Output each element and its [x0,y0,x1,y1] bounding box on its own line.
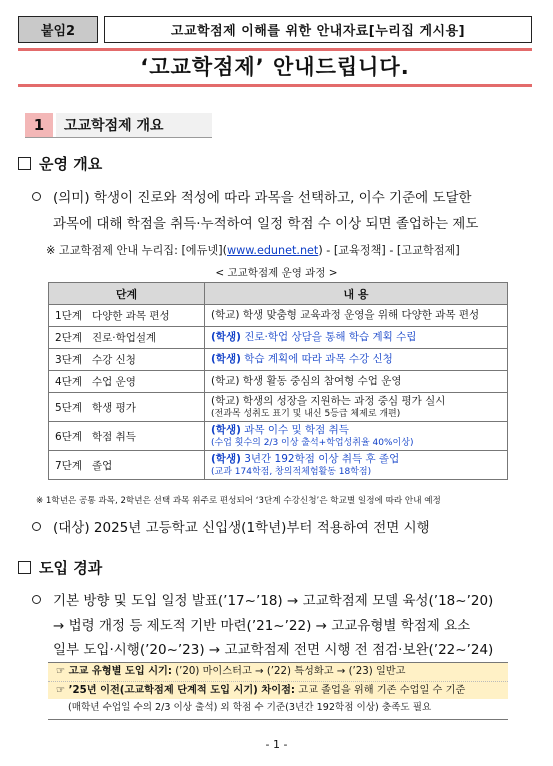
step-name: 수강 신청 [91,354,136,366]
title-top-rule [18,48,532,51]
content-cell [205,451,508,480]
table-row [49,371,508,393]
edunet-link[interactable]: www.edunet.net [226,244,319,257]
table-row [49,393,508,422]
square-bullet-icon [18,157,31,170]
subheading-operation-label: 운영 개요 [39,155,103,173]
portal-note [46,242,460,258]
step-number: 5단계 [55,401,82,414]
content-cell [205,327,508,349]
step-content: (학교) 학생의 성장을 지원하는 과정 중심 평가 실시 [211,394,446,407]
step-cell [49,327,205,349]
step-cell [49,305,205,327]
page-number: - 1 - [265,738,288,751]
step-sub-content: (수업 횟수의 2/3 이상 출석+학업성취율 40%이상) [211,437,414,448]
operation-steps-table [48,282,508,480]
section-number: 1 [25,113,53,137]
step-number: 7단계 [55,459,82,472]
step-number: 4단계 [55,376,82,388]
step-sub-content: (교과 174학점, 창의적체험활동 18학점) [211,466,372,477]
step-cell [49,371,205,393]
info-row-2-text: 고교 졸업을 위해 기존 수업일 수 기준 [295,685,466,696]
content-cell [205,349,508,371]
page-title: ‘고교학점제’ 안내드립니다. [140,55,410,79]
target-paragraph [32,515,537,541]
intro-info-box [48,662,508,720]
intro-line-3: 일부 도입·시행(’20~’23) → 고교학점제 전면 시행 전 점검·보완(’22~’24) [53,642,494,658]
step-name: 학점 취득 [91,430,136,443]
portal-note-prefix: ※ 고교학점제 안내 누리집: [에듀넷]( [46,244,227,257]
info-row-1-text: (’20) 마이스터고 → (’22) 특성화고 → (’23) 일반고 [171,666,406,677]
step-number: 2단계 [55,332,82,344]
target-line: (대상) 2025년 고등학교 신입생(1학년)부터 적용하여 전면 시행 [53,520,430,536]
step-content: (학생) 학습 계획에 따라 과목 수강 신청 [211,353,393,365]
subheading-operation [18,153,102,174]
table-header-content: 내 용 [205,283,508,305]
attachment-tag: 붙임2 [18,16,98,43]
content-cell [205,371,508,393]
document-header-title: 고교학점제 이해를 위한 안내자료[누리집 게시용] [104,16,532,43]
step-cell [49,393,205,422]
table-row [49,422,508,451]
info-row-differences [48,681,508,699]
circle-bullet-icon [32,192,41,201]
table-row [49,305,508,327]
step-number: 6단계 [55,430,82,443]
square-bullet-icon [18,561,31,574]
section-title: 고교학점제 개요 [56,113,212,137]
info-row-1-label: ☞ 고교 유형별 도입 시기: [56,666,172,677]
subheading-introduction [18,557,102,578]
table-footnote: ※ 1학년은 공통 과목, 2학년은 선택 과목 위주로 편성되어 ‘3단계 수강신청’은 학교별 일정에 따라 안내 예정 [36,496,441,506]
meaning-line-1: (의미) 학생이 진로와 적성에 따라 과목을 선택하고, 이수 기준에 도달한 [53,190,472,206]
table-header-step: 단계 [49,283,205,305]
step-name: 다양한 과목 편성 [91,310,170,322]
step-content: (학생) 진로·학업 상담을 통해 학습 계획 수립 [211,331,417,343]
step-sub-content: (전과목 성취도 표기 및 내신 5등급 체제로 개편) [211,408,401,419]
step-number: 3단계 [55,354,82,366]
title-bottom-rule [18,84,532,87]
step-cell [49,451,205,480]
circle-bullet-icon [32,522,41,531]
subheading-introduction-label: 도입 경과 [39,559,103,577]
content-cell [205,305,508,327]
intro-line-2: → 법령 개정 등 제도적 기반 마련(’21~’22) → 고교유형별 학점제 요소 [53,617,471,634]
introduction-paragraph [32,589,542,663]
info-row-adoption-timing [48,663,508,681]
step-name: 진로·학업설계 [91,332,157,344]
step-name: 수업 운영 [91,376,136,388]
info-row-criteria: (매학년 수업일 수의 2/3 이상 출석) 외 학점 수 기준(3년간 192학점 이상) 충족도 필요 [68,702,432,713]
table-row [49,327,508,349]
meaning-paragraph [32,185,537,237]
step-content: (학교) 학생 맞춤형 교육과정 운영을 위해 다양한 과목 편성 [211,309,480,321]
table-row [49,349,508,371]
step-cell [49,422,205,451]
section-underline [25,137,212,138]
step-content: (학교) 학생 활동 중심의 참여형 수업 운영 [211,375,402,387]
step-name: 학생 평가 [91,401,136,414]
portal-note-suffix: ) - [교육정책] - [고교학점제] [318,244,460,257]
intro-line-1: 기본 방향 및 도입 일정 발표(’17~’18) → 고교학점제 모델 육성(’18~’20) [53,593,494,609]
info-row-2-label: ☞ ’25년 이전(고교학점제 단계적 도입 시기) 차이점: [56,685,295,696]
content-cell [205,422,508,451]
table-row [49,451,508,480]
step-content: (학생) 과목 이수 및 학점 취득 [211,423,349,436]
content-cell [205,393,508,422]
step-number: 1단계 [55,310,82,322]
step-content: (학생) 3년간 192학점 이상 취득 후 졸업 [211,452,400,465]
table-caption: < 고교학점제 운영 과정 > [215,267,338,279]
meaning-line-2: 과목에 대해 학점을 취득·누적하여 일정 학점 수 이상 되면 졸업하는 제도 [53,216,479,232]
circle-bullet-icon [32,595,41,604]
step-cell [49,349,205,371]
step-name: 졸업 [91,459,113,472]
